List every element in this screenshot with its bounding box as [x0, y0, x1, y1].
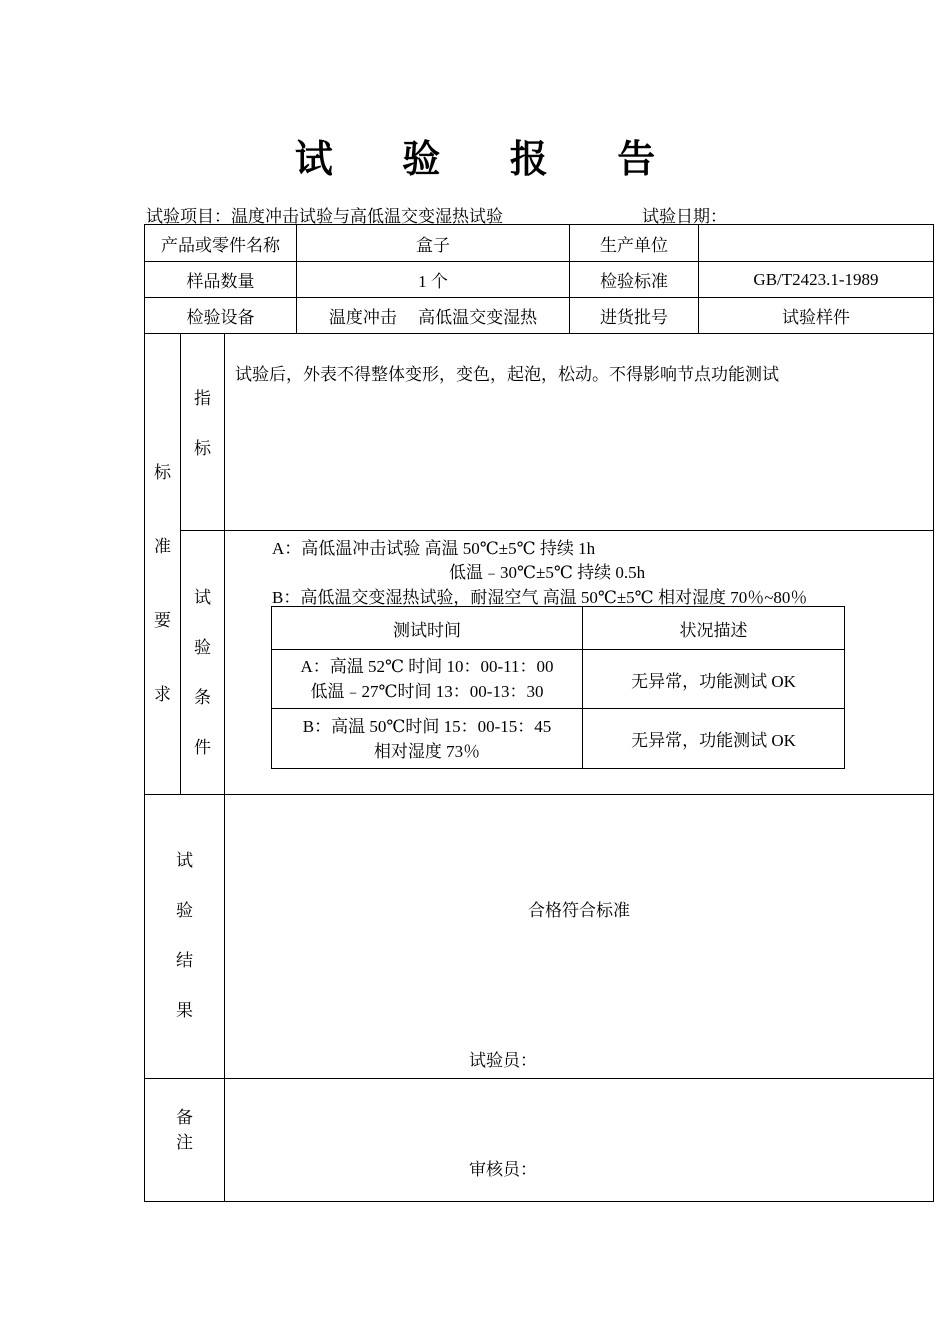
batch-label: 进货批号 [600, 308, 668, 327]
equipment-value: 温度冲击 高低温交变湿热 [328, 308, 538, 327]
table-header-desc: 状况描述 [679, 620, 748, 640]
standard-value: GB/T2423.1-1989 [753, 269, 879, 289]
requirements-section-label: 标 准 要 求 [154, 463, 171, 704]
condition-line-a-low: 低温﹣30℃±5℃ 持续 0.5h [449, 563, 646, 582]
index-text: 试验后，外表不得整体变形，变色，起泡，松动。不得影响节点功能测试 [235, 365, 779, 384]
tester-label: 试验员： [469, 1051, 537, 1070]
result-label: 试 验 结 果 [176, 851, 193, 1020]
batch-value: 试验样件 [782, 308, 850, 327]
table-header-time: 测试时间 [393, 620, 461, 640]
reviewer-label: 审核员： [469, 1160, 537, 1179]
index-label: 指 标 [194, 389, 211, 458]
remarks-label: 备 注 [176, 1108, 193, 1152]
test-time-line: B：高温 50℃时间 15：00-15：45 [302, 716, 552, 736]
producer-label: 生产单位 [600, 235, 668, 255]
test-time-line: A：高温 52℃ 时间 10：00-11：00 [300, 657, 554, 676]
condition-label: 试 验 条 件 [194, 588, 211, 757]
equipment-label: 检验设备 [186, 308, 255, 327]
product-name-label: 产品或零件名称 [161, 235, 280, 255]
sample-qty-value: 1 个 [418, 272, 448, 291]
standard-label: 检验标准 [600, 272, 668, 291]
table-row [272, 709, 582, 768]
table-row [272, 650, 582, 708]
status-desc: 无异常，功能测试 OK [631, 731, 796, 750]
test-time-line: 低温﹣27℃时间 13：00-13：30 [310, 682, 544, 701]
condition-line-a: A：高低温冲击试验 高温 50℃±5℃ 持续 1h [272, 539, 596, 558]
test-date-label: 试验日期： [642, 207, 727, 226]
status-desc: 无异常，功能测试 OK [631, 671, 796, 691]
product-name-value: 盒子 [416, 235, 450, 255]
sample-qty-label: 样品数量 [186, 272, 255, 291]
result-value: 合格符合标准 [528, 900, 630, 920]
condition-line-b: B：高低温交变湿热试验，耐湿空气 高温 50℃±5℃ 相对湿度 70％~80％ [272, 588, 808, 607]
test-project-label: 试验项目：温度冲击试验与高低温交变湿热试验 [146, 207, 503, 226]
test-time-line: 相对湿度 73％ [373, 741, 481, 761]
page-title: 试 验 报 告 [294, 139, 686, 181]
producer-value [699, 225, 933, 261]
